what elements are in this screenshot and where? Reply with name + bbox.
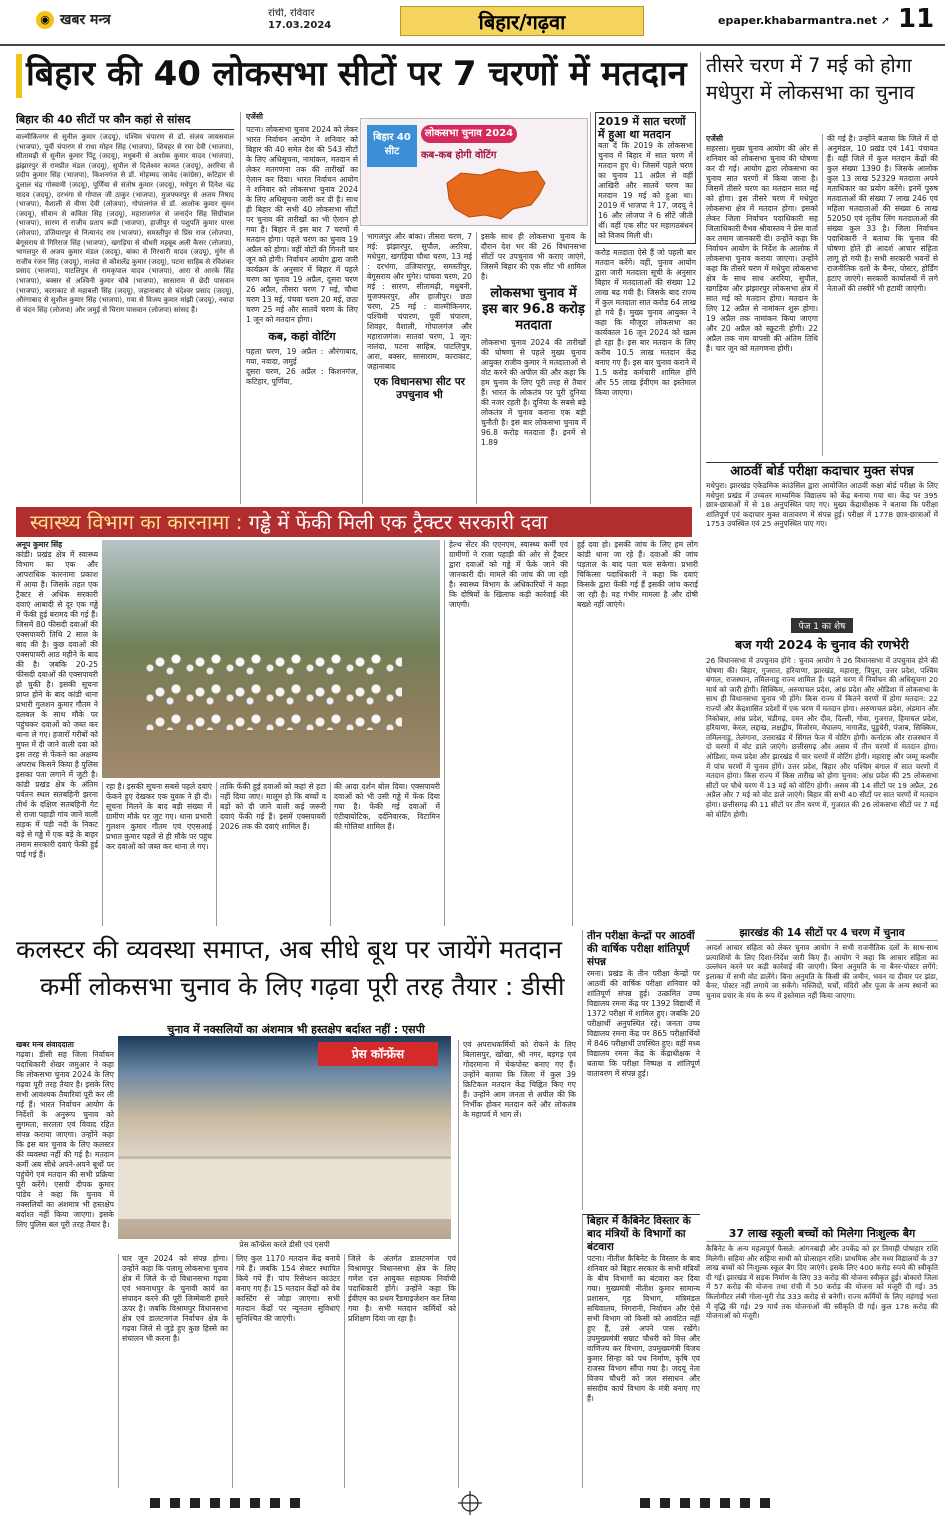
continuation-headline: बज गयी 2024 के चुनाव की रणभेरी	[735, 637, 909, 652]
box-2019-body: बता दें कि 2019 के लोकसभा चुनाव में बिहार में सात चरण में मतदान हुए थे। जिसमें पहले चरण का चुनाव 11 अप्रैल से वहीं आखिरी और सातवें चरण का मतदान 19 मई को हुआ था। 2019 में भाजपा ने 17, जदयू ने 16 और लोजपा ने 6 सीटें जीती थीं। वहीं एक सीट पर महागठबंधन को विजय मिली थी।	[598, 141, 693, 240]
election-2024-badge: लोकसभा चुनाव 2024	[421, 125, 517, 143]
brand-logo[interactable]	[36, 10, 111, 29]
cluster-col-1	[16, 1040, 114, 1488]
lead-body-1: पटना। लोकसभा चुनाव 2024 को लेकर भारत निर्वाचन आयोग ने शनिवार को बिहार की 40 समेत देश की 543 सीटों के लिए अधिसूचना, नामांकन, मतदान से लेकर मतगणना तक की तारीखों का ऐलान कर दिया। भारत निर्वाचन आयोग ने शनिवार को लोकसभा चुनाव 2024 के लिए अधिसूचना जारी कर दी है। साथ ही बिहार की सभी 40 लोकसभा सीटों पर चुनाव की तारीखों का भी ऐलान हो गया है। बिहार में इस बार 7 चरणों में मतदान होगा। पहले चरण का चुनाव 19 अप्रैल को होगा। वहीं वोटों की गिनती चार जून को होगी। निर्वाचन आयोग द्वारा जारी कार्यक्रम के अनुसार में बिहार में पहले चरण का चुनाव 19 अप्रैल, दूसरा चरण 26 अप्रैल, तीसरा चरण 7 मई, चौथा चरण 13 मई, पंचवा चरण 20 मई, छठा चरण 25 मई और सातवें चरण के लिए 1 जून को मतदान होगा।	[246, 125, 358, 324]
box-2019-title: 2019 में सात चरणों में हुआ था मतदान	[598, 115, 686, 141]
side-headline: तीसरे चरण में 7 मई को होगा मधेपुरा में लोकसभा का चुनाव	[706, 54, 915, 104]
voters-body: लोकसभा चुनाव 2024 की तारीखों की घोषणा से पहले मुख्य चुनाव आयुक्त राजीव कुमार ने मतदाताओं से वोट करने की अपील की और कहा कि हम चुनाव के लिए पूरी तरह से तैयार हैं। भारत के लोकतंत्र पर पूरी दुनिया की नजर रहती है। दुनिया के सबसे बड़े लोकतंत्र में चुनाव कराना एक बड़ी चुनौती है। इस बार लोकसभा चुनाव में 96.8 करोड़ मतदाता हैं। इनमें से 1.89	[481, 338, 586, 447]
health-body-5: हेल्थ सेंटर की एएनएम, स्वास्थ्य कर्मी एवं ग्रामीणों ने राजा पहाड़ी की ओर से ट्रैक्टर द्वारा दवाओं को गड्ढे में फेंके जाने की जानकारी दी। मामले की जांच की जा रही है। स्वास्थ्य विभाग के अधिकारियों ने कहा कि दोषियों के खिलाफ कड़ी कार्रवाई की जाएगी।	[449, 540, 568, 609]
lead-headline-text: बिहार की 40 लोकसभा सीटों पर 7 चरणों में मतदान	[26, 54, 687, 94]
school-bag-box	[706, 1226, 938, 1488]
lead-body-3: भागलपुर और बांका। तीसरा चरण, 7 मई: झंझारपुर, सुपौल, अररिया, मधेपुरा, खगड़िया चौथा चरण, 13 मई : दरभंगा, उजियारपुर, समस्तीपुर, बेगूसराय और मुंगेर। पांचवा चरण, 20 मई : सारण, सीतामढ़ी, मधुबनी, मुजफ्फरपुर, और हाजीपुर। छठा चरण, 25 मई : वाल्मीकिनगर, पश्चिमी चंपारण, पूर्वी चंपारण, शिवहर, वैशाली, गोपालगंज और महाराजगंज। सातवां चरण, 1 जून: नालंदा, पटना साहिब, पाटलिपुत्र, आरा, बक्सर, सासाराम, काराकाट, जहानाबाद	[367, 232, 472, 371]
cabinet-box	[582, 1214, 700, 1488]
mp-list-title: बिहार की 40 सीटों पर कौन कहां से सांसद	[16, 112, 234, 130]
health-col-3	[216, 782, 326, 926]
side-col-1	[706, 134, 818, 456]
health-byline: अनूप कुमार सिंह	[16, 540, 63, 549]
cluster-body-3: लिए कुल 1170 मतदान केंद्र बनाये गये हैं। जबकि 154 सेक्टर स्थापित किये गये हैं। पांच रिसेप्शन काउंटर बनाए गए हैं। 15 मतदान केंद्रों को वेब कास्टिंग से जोड़ा जाएगा। सभी मतदान केंद्रों पर न्यूनतम सुविधाएं सुनिश्चित की जाएंगी।	[236, 1254, 340, 1323]
logo-icon: ◉	[36, 11, 54, 29]
health-col-6	[572, 540, 698, 926]
conference-table	[118, 1156, 451, 1219]
scattered-medicine	[142, 650, 402, 730]
phase-1: पहला चरण, 19 अप्रैल : औरंगाबाद, गया, नवादा, जमुई	[246, 347, 358, 366]
side-body-1: सहरसा। मुख्य चुनाव आयोग की ओर से शनिवार को लोकसभा चुनाव की घोषणा कर दी गई। आयोग द्वारा लोकसभा का चुनाव सात चरणों में किया जाना है। जिसमें तीसरे चरण का मतदान सात मई को होगा। इस तीसरे चरण में मधेपुरा लोकसभा क्षेत्र में मतदान होगा। इसको लेकर जिला निर्वाचन पदाधिकारी सह जिलाधिकारी वैभव श्रीवास्तव ने प्रेस वार्ता कर तमाम जानकारी दी। उन्होंने कहा कि निर्वाचन आयोग के निर्देश के आलोक में लोकसभा चुनाव कराया जाएगा। उन्होंने कहा कि तीसरे चरण में मधेपुरा लोकसभा क्षेत्र के साथ साथ अररिया, सुपौल, खगड़िया और झंझारपुर लोकसभा क्षेत्र में सात मई को मतदान होगा। मतदान के लिए 12 अप्रैल से नामांकन शुरू होगा। 19 अप्रैल तक नामांकन किया जाएगा और 20 अप्रैल को स्क्रूटनी होगी। 22 अप्रैल तक नाम वापसी की अंतिम तिथि है। चार जून को मतगणना होगी।	[706, 144, 818, 353]
cluster-body-1: गढ़वा। डीसी सह जिला निर्वाचन पदाधिकारी शेखर जमुआर ने कहा कि लोकसभा चुनाव 2024 के लिए गढ़वा पूरी तरह तैयार है। इसके लिए सभी आवश्यक तैयारियां पूरी कर ली गई हैं। भारत निर्वाचन आयोग के निर्देशों के अनुरूप चुनाव को सुगमता, सरलता एवं विवाद रहित संपन्न कराया जाएगा। उन्होंने कहा कि इस बार चुनाव के लिए कलस्टर की व्यवस्था नहीं की गई है। मतदान कर्मी अब सीधे अपने-अपने बूथों पर पहुंचेंगे एवं मतदान की सभी प्रक्रिया पूरी करेंगे। एसपी दीपक कुमार पांडेय ने कहा कि चुनाव में नक्सलियों का अंशमात्र भी हस्तक्षेप बर्दाश्त नहीं किया जाएगा। इसके लिए पुलिस बल पूरी तरह तैयार है।	[16, 1050, 114, 1229]
lead-byline: एजेंसी	[246, 112, 263, 121]
exam-gadhwa-title: तीन परीक्षा केन्द्रों पर आठवीं की वार्षिक परीक्षा शांतिपूर्ण संपन्न	[587, 930, 695, 968]
cabinet-title: बिहार में कैबिनेट विस्तार के बाद मंत्रियों के विभागों का बंटवारा	[587, 1215, 691, 1253]
health-headline: गड्ढे में फेंकी मिली एक ट्रैक्टर सरकारी दवा	[248, 510, 548, 534]
cluster-col-3	[232, 1254, 340, 1488]
continuation-tag-wrap	[706, 614, 938, 633]
mp-list-body: वाल्मीकिनगर से सुनील कुमार (जदयू), पश्चिम चंपारण से डॉ. संजय जायसवाल (भाजपा), पूर्वी चंपारण से राधा मोहन सिंह (भाजपा), शिवहर से रमा देवी (भाजपा), सीतामढ़ी से सुनील कुमार पिंटू (जदयू), मधुबनी से अशोक कुमार यादव (भाजपा), झंझारपुर से रामप्रीत मंडल (जदयू), सुपौल से दिलेश्वर कामत (जदयू), अररिया से प्रदीप कुमार सिंह (भाजपा), किशनगंज से डॉ. मोहम्मद जावेद (कांग्रेस), कटिहार से दुलाल चंद्र गोस्वामी (जदयू), पूर्णिया से संतोष कुमार (जदयू), मधेपुरा से दिनेश चंद्र यादव (जदयू), दरभंगा से गोपाल जी ठाकुर (भाजपा), मुजफ्फरपुर से अजय निषाद (भाजपा), वैशाली से वीणा देवी (लोजपा), गोपालगंज से डॉ. आलोक कुमार सुमन (जदयू), सीवान से कविता सिंह (जदयू), महाराजगंज से जनार्दन सिंह सिग्रीवाल (भाजपा), सारण से राजीव प्रताप रूडी (भाजपा), हाजीपुर से पशुपति कुमार पारस (लोजपा), उजियारपुर से नित्यानंद राय (भाजपा), समस्तीपुर से प्रिंस राज (लोजपा), बेगूसराय से गिरिराज सिंह (भाजपा), खगड़िया से चौधरी महबूब अली कैसर (लोजपा), भागलपुर से अजय कुमार मंडल (जदयू), बांका से गिरधारी यादव (जदयू), मुंगेर से राजीव रंजन सिंह (जदयू), नालंदा से कौशलेंद्र कुमार (जदयू), पटना साहिब से रविशंकर प्रसाद (भाजपा), पाटलिपुत्र से रामकृपाल यादव (भाजपा), आरा से आरके सिंह (भाजपा), बक्सर से अश्विनी कुमार चौबे (भाजपा), सासाराम से छेदी पासवान (भाजपा), काराकाट से महाबली सिंह (जदयू), जहानाबाद से चंदेश्वर प्रसाद (जदयू), औरंगाबाद से सुशील कुमार सिंह (भाजपा), गया से विजय कुमार मांझी (जदयू), नवादा से चंदन सिंह (लोजपा) और जमुई से चिराग पासवान (लोजपा) सांसद हैं।	[16, 133, 234, 314]
exam-gadhwa-body: रमना। प्रखंड के तीन परीक्षा केन्द्रों पर आठवीं की वार्षिक परीक्षा शनिवार को शांतिपूर्ण संपन्न हुई। उत्क्रमित उच्च विद्यालय रमना केंद्र पर 1392 विद्यार्थी में 1372 परीक्षा में शामिल हुए। जबकि 20 परीक्षार्थी अनुपस्थित रहे। जनता उच्च विद्यालय रमना केंद्र पर 865 परीक्षार्थियों में 846 परीक्षार्थी उपस्थित हुए। वहीं मध्य विद्यालय रमना केंद्र के केंद्राधीक्षक ने बताया कि परीक्षा निष्पक्ष व शांतिपूर्ण वातावरण में संपन्न हुई।	[587, 969, 700, 1078]
exam-gadhwa-box	[582, 930, 700, 1210]
when-voting-text: कब-कब होगी वोटिंग	[421, 150, 497, 161]
jharkhand-title: झारखंड की 14 सीटों पर 4 चरण में चुनाव	[706, 926, 938, 941]
election-infographic	[360, 118, 588, 226]
cluster-byline: खबर मन्त्र संवाददाता	[16, 1040, 74, 1049]
health-col-5	[444, 540, 568, 926]
bypoll-body: इसके साथ ही लोकसभा चुनाव के दौरान देश भर की 26 विधानसभा सीटों पर उपचुनाव भी कराए जाएंगे, जिसमें बिहार की एक सीट भी शामिल है।	[481, 232, 586, 281]
epaper-url: epaper.khabarmantra.net	[718, 14, 877, 27]
health-body-6: हुई दवा हो। इसकी जांच के लिए हम लोग कांडी थाना जा रहे हैं। दवाओं की जांच पड़ताल के बाद पता चल सकेगा। प्रभारी चिकित्सा पदाधिकारी ने कहा कि दवाएं किसके द्वारा फेंकी गई हैं इसकी जांच कराई जा रही है। यह गंभीर मामला है और दोषी बख्शे नहीं जाएंगे।	[577, 540, 698, 609]
cluster-col-5	[458, 1040, 576, 1488]
issue-date: 17.03.2024	[268, 20, 332, 31]
health-col-1	[16, 540, 98, 926]
mp-list-box	[16, 112, 234, 504]
health-headline-band	[16, 507, 692, 537]
voting-when-where-title: कब, कहां वोटिंग	[268, 330, 336, 343]
city-day: रांची, रविवार	[268, 8, 315, 19]
health-col-4	[330, 782, 440, 926]
page-number: 11	[898, 4, 935, 34]
page1-continuation	[706, 614, 938, 924]
school-bag-body: कैबिनेट के अन्य महत्वपूर्ण फैसले: आंगनबाड़ी और उपकेंद्र को हर तिमाही पोषाहार राशि मिलेगी। सहिया और सहिया साथी को प्रोत्साहन राशि। प्राथमिक और मध्य विद्यालयों के 37 लाख बच्चों को निःशुल्क स्कूल बैग दिए जाएंगे। इसके लिए 400 करोड़ रुपये की स्वीकृति दी गई। झारखंड में सड़क निर्माण के लिए 33 करोड़ की योजना स्वीकृत हुई। बोकारो जिला में 57 करोड़ की योजना तथा रांची में 50 करोड़ की योजना को मंजूरी दी गई। 35 किलोमीटर लंबी गोला-मुरी रोड 333 करोड़ से बनेगी। राज्य कर्मियों के लिए महंगाई भत्ता में वृद्धि की गई। 29 मार्च तक योजनाओं की स्वीकृति दी गई। कुल 178 करोड़ की योजनाओं को मंजूरी।	[706, 1244, 938, 1321]
cluster-col-4	[344, 1254, 456, 1488]
masthead	[0, 0, 945, 46]
box-2019	[595, 112, 696, 244]
cluster-subheadline: चुनाव में नक्सलियों का अंशमात्र भी हस्तक्षेप बर्दाश्त नहीं : एसपी	[167, 1023, 425, 1036]
registration-marks-icon	[0, 1490, 945, 1517]
lead-headline	[16, 52, 696, 108]
health-body-3: ताकि फेंकी हुई दवाओं को कहां से हटा नहीं दिया जाए। मालूम हो कि बच्चों व बड़ों को दी जाने वाली कई जरूरी दवाएं फेंकी गई हैं। इसमें एक्सपायरी 2026 तक की दवाएं शामिल हैं।	[220, 782, 326, 831]
health-body-4: की आदा दर्शन बोल दिया। एक्सपायरी दवाओं को भी उसी गड्ढे में फेंक दिया गया है। फेंकी गई दवाओं में एंटीबायोटिक, दर्दनिवारक, विटामिन की गोलियां शामिल हैं।	[334, 782, 440, 831]
voters-title: लोकसभा चुनाव में इस बार 96.8 करोड़ मतदाता	[482, 286, 585, 333]
lead-body-5: करोड़ मतदाता ऐसे हैं जो पहली बार मतदान करेंगे। वहीं, चुनाव आयोग द्वारा जारी मतदाता सूची के अनुसार बिहार में मतदाताओं की संख्या 12 लाख बढ़ गयी है। जिसके बाद राज्य में कुल मतदाता सात करोड़ 64 लाख हो गये हैं। मुख्य चुनाव आयुक्त ने कहा कि मौजूदा लोकसभा का कार्यकाल 16 जून 2024 को खत्म हो रहा है। इस बार मतदान के लिए करीब 10.5 लाख मतदान केंद्र बनाए गए हैं। इस बार चुनाव कराने में 1.5 करोड़ कर्मचारी शामिल होंगे और 55 लाख ईवीएम का इस्तेमाल किया जाएगा।	[595, 248, 696, 397]
side-body-2: की गई है। उन्होंने बताया कि जिले में दो अनुमंडल, 10 प्रखंड एवं 141 पंचायत हैं। वहीं जिले में कुल मतदान केंद्रों की कुल संख्या 1390 है। जिसके आलोक कुल 13 लाख 52329 मतदाता अपने मताधिकार का प्रयोग करेंगे। इनमें पुरुष मतदाताओं की संख्या 7 लाख 246 एवं महिला मतदाताओं की संख्या 6 लाख 52050 एवं तृतीय लिंग मतदाताओं की संख्या कुल 33 है। जिला निर्वाचन पदाधिकारी ने बताया कि चुनाव की घोषणा होते ही आदर्श आचार संहिता लागू हो गयी है। सभी सरकारी भवनों से राजनीतिक दलों के बैनर, पोस्टर, होर्डिंग हटाए जाएंगे। सरकारी कार्यालयों में लगे नेताओं की तस्वीरें भी हटायी जाएंगी।	[827, 134, 938, 293]
photo-caption: प्रेस कॉन्फ्रेंस करते डीसी एवं एसपी	[239, 1240, 330, 1249]
exam-body: मधेपुरा। झारखंड एकेडमिक काउंसिल द्वारा आयोजित आठवीं कक्षा बोर्ड परीक्षा के लिए मधेपुरा प्रखंड में उच्चतर माध्यमिक विद्यालय को केंद्र बनाया गया था। केंद्र पर 395 छात्र-छात्राओं में से 18 अनुपस्थित पाए गए। मुख्य केंद्राधीक्षक ने बताया कि परीक्षा शांतिपूर्ण एवं कदाचार मुक्त वातावरण में संपन्न हुई। परीक्षा में 1778 छात्र-छात्राओं में 1753 उपस्थित एवं 25 अनुपस्थित पाए गए।	[706, 481, 938, 529]
bihar-seats-badge: बिहार 40 सीट	[367, 125, 417, 167]
side-col-2	[822, 134, 938, 456]
dateline	[268, 8, 331, 32]
health-body-1: कांडी। प्रखंड क्षेत्र में स्वास्थ्य विभाग का एक और आपराधिक कारनामा प्रकाश में आया है। जिसके तहत एक ट्रैक्टर से अधिक सरकारी दवाएं आबादी से दूर एक गड्ढे में फेंकी हुई बरामद की गई हैं। जिसमें 80 फीसदी दवाओं की एक्सपायरी तिथि 2 साल के बाद की है। कुछ दवाओं की एक्सपायरी आठ महीने के बाद की है। जबकि 20-25 फीसदी दवाओं की एक्सपायरी हो चुकी है। इसकी सूचना प्राप्त होने के बाद कांडी थाना प्रभारी गुलशन कुमार गौतम ने दलबल के साथ मौके पर पहुंचकर दवाओं को जब्त कर थाना ले गए। हजारों गरीबों को मुफ्त में दी जाने वाली दवा को इस तरह से फेंकने का अक्षम्य अपराध किसने किया है पुलिस इसका पता लगाने में जुटी है। कांडी प्रखंड क्षेत्र के अंतिम पर्वतन स्थल सतबहिनी झरना तीर्थ के दक्षिण सतबहिनी गेट से राजा पहाड़ी गांव जाने वाली सड़क में पड़ी नदी के निकट बड़े से गड्ढे में एक बड़े के बाहर तमाम सरकारी दवाएं फेंकी हुई पाई गई हैं।	[16, 550, 98, 859]
lead-col-2	[240, 112, 358, 504]
cluster-body-5: एवं अपराधकर्मियों को रोकने के लिए बिलासपुर, खोंखा, श्री नगर, बड़गड़ एवं गोदरमाना में चेकपोस्ट बनाए गए हैं। उन्होंने बताया कि जिला में कुल 39 क्रिटिकल मतदान केंद्र चिह्नित किए गए हैं। उन्होंने आम जनता से अपील की कि निर्भीक होकर मतदान करें और लोकतंत्र के महापर्व में भाग लें।	[463, 1040, 576, 1119]
cluster-body-4: जिले के अंतर्गत डालटनगंज एवं विश्रामपुर विधानसभा क्षेत्र के लिए गणेश दत्त आयुक्त सहायक निर्वाची पदाधिकारी होंगे। उन्होंने कहा कि ईवीएम का प्रथम रैंडमाइजेशन कर लिया गया है। सभी मतदान कर्मियों को प्रशिक्षण दिया जा रहा है।	[348, 1254, 456, 1323]
cluster-col-2	[118, 1254, 228, 1488]
cluster-headline-1: कलस्टर की व्यवस्था समाप्त, अब सीधे बूथ पर जायेंगे मतदान	[16, 935, 562, 964]
side-byline: एजेंसी	[706, 134, 723, 143]
section-label: बिहार/गढ़वा	[400, 6, 644, 36]
column-divider	[700, 52, 701, 508]
continuation-tag: पेज 1 का शेष	[791, 618, 854, 633]
health-kicker: स्वास्थ्य विभाग का कारनामा :	[30, 510, 243, 534]
health-col-2	[102, 782, 212, 926]
cursor-icon: ➚	[880, 14, 891, 27]
cluster-body-2: चार जून 2024 को संपन्न होगा। उन्होंने कहा कि पलामू लोकसभा चुनाव क्षेत्र में जिले के दो विधानसभा गढ़वा एवं भवनाथपुर के चुनावी कार्य का संपादन करने की पूरी जिम्मेवारी हमारे ऊपर है। जबकि विश्रामपुर विधानसभा क्षेत्र एवं डालटनगंज निर्वाचन क्षेत्र के गढ़वा जिले से जुड़े हुए कुछ हिस्से का संचालन भी करना है।	[122, 1254, 228, 1343]
medicine-dump-photo	[102, 540, 440, 778]
cabinet-body: पटना। नीतीश कैबिनेट के विस्तार के बाद शनिवार को बिहार सरकार के सभी मंत्रियों के बीच विभागों का बंटवारा कर दिया गया। मुख्यमंत्री नीतीश कुमार सामान्य प्रशासन, गृह विभाग, मंत्रिमंडल सचिवालय, निगरानी, निर्वाचन और ऐसे सभी विभाग जो किसी को आवंटित नहीं हुए हैं, उसे अपने पास रखेंगे। उपमुख्यमंत्री सम्राट चौधरी को वित्त और वाणिज्य कर विभाग, उपमुख्यमंत्री विजय कुमार सिन्हा को पथ निर्माण, कृषि एवं राजस्व विभाग सौंपा गया है। जदयू नेता विजय चौधरी को जल संसाधन और संसदीय कार्य विभाग के मंत्री बनाए गए हैं।	[587, 1254, 700, 1403]
jharkhand-body: आदर्श आचार संहिता को लेकर चुनाव आयोग ने सभी राजनीतिक दलों के साथ-साथ प्रत्याशियों के लिए दिशा-निर्देश जारी किए हैं। आयोग ने कहा कि आचार संहिता का उल्लंघन करने पर कड़ी कार्रवाई की जाएगी। बिना अनुमति के ना बैनर-पोस्टर लगेंगे: इलाका में सभी वोट डालेंगे। बिना अनुमति के किसी की जमीन, भवन या दीवार पर झंडा, बैनर, पोस्टर नहीं लगाये जा सकेंगे। मस्जिदों, चर्चों, मंदिरों और पूजा के अन्य स्थानों का चुनाव प्रचार के मंच के रूप में इस्तेमाल नहीं किया जाएगा।	[706, 943, 938, 1000]
exam-box	[706, 462, 938, 612]
phase-2: दूसरा चरण, 26 अप्रैल : किशनगंज, कटिहार, पूर्णिया,	[246, 367, 358, 386]
jharkhand-box	[706, 926, 938, 1086]
bypoll-title: एक विधानसभा सीट पर उपचुनाव भी	[374, 376, 465, 401]
health-body-2: रहा है। इसकी सूचना सबसे पहले दवाएं फेंकने हुए देखकर एक युवक ने ही दी। सूचना मिलने के बाद बड़ी संख्या में ग्रामीण मौके पर जुट गए। थाना प्रभारी गुलशन कुमार गौतम एवं एएसआई प्रभात कुमार पहले से ही मौके पर पहुंच कर दवाओं को जब्त कर थाना ले गए।	[106, 782, 212, 851]
continuation-body: 26 विधानसभा में उपचुनाव होंगे : चुनाव आयोग ने 26 विधानसभा में उपचुनाव होने की घोषणा की। बिहार, गुजरात, हरियाणा, झारखंड, महाराष्ट्र, त्रिपुरा, उत्तर प्रदेश, पश्चिम बंगाल, राजस्थान, तमिलनाडु राज्य शामिल हैं। पहले चरण में निर्वाचन की अधिसूचना 20 मार्च को जारी होगी। सिक्किम, अरुणाचल प्रदेश, आंध्र प्रदेश और ओडिशा में लोकसभा के साथ ही विधानसभा चुनाव भी होंगे। किस राज्य में कितने चरणों में होगा मतदान: 22 राज्यों और केंद्रशासित प्रदेशों में एक चरण में मतदान होगा। अरुणाचल प्रदेश, अंडमान और निकोबार, आंध्र प्रदेश, चंडीगढ़, दमन और दीव, दिल्ली, गोवा, गुजरात, हिमाचल प्रदेश, हरियाणा, केरल, लद्दाख, लक्षद्वीप, मिजोरम, मेघालय, नागालैंड, पुडुचेरी, पंजाब, सिक्किम, तमिलनाडु, तेलंगाना, उत्तराखंड में सिंगल फेज में वोटिंग होगी। कर्नाटक और राजस्थान में दो चरणों में वोट डाले जाएंगे। छत्तीसगढ़ और असम में तीन चरणों में मतदान होगा। ओडिशा, मध्य प्रदेश और झारखंड में चार चरणों में वोटिंग होगी। महाराष्ट्र और जम्मू कश्मीर में पांच चरणों में चुनाव होंगे। उत्तर प्रदेश, बिहार और पश्चिम बंगाल में सात चरणों में मतदान होगा। किस राज्य में किस तारीख को होगा चुनाव: आंध्र प्रदेश की 25 लोकसभा सीटों पर चौथे चरण में 13 मई को वोटिंग होगी। असम की 14 सीटों पर 19 अप्रैल, 26 अप्रैल और 7 मई को वोट डाले जाएंगे। बिहार की सभी 40 सीटों पर सात चरणों में मतदान होगा। छत्तीसगढ़ की 11 सीटों पर तीन चरण में, गुजरात की 26 लोकसभा सीटों पर 7 मई को वोटिंग होगी।	[706, 656, 938, 819]
epaper-link[interactable]	[718, 14, 890, 27]
lead-col-3	[362, 232, 472, 504]
press-banner: प्रेस कॉन्फ्रेंस	[318, 1042, 438, 1066]
brand-name: खबर मन्त्र	[60, 12, 111, 28]
print-marks	[0, 1490, 945, 1517]
exam-title: आठवीं बोर्ड परीक्षा कदाचार मुक्त संपन्न	[730, 464, 914, 479]
press-conference-photo	[118, 1036, 451, 1239]
school-bag-title: 37 लाख स्कूली बच्चों को मिलेगा निःशुल्क बैग	[706, 1226, 938, 1242]
bihar-map-icon	[441, 165, 551, 223]
cluster-headline-2: कर्मी लोकसभा चुनाव के लिए गढ़वा पूरी तरह तैयार : डीसी	[40, 972, 565, 1001]
lead-col-4	[476, 232, 586, 504]
lead-col-5	[590, 112, 696, 504]
